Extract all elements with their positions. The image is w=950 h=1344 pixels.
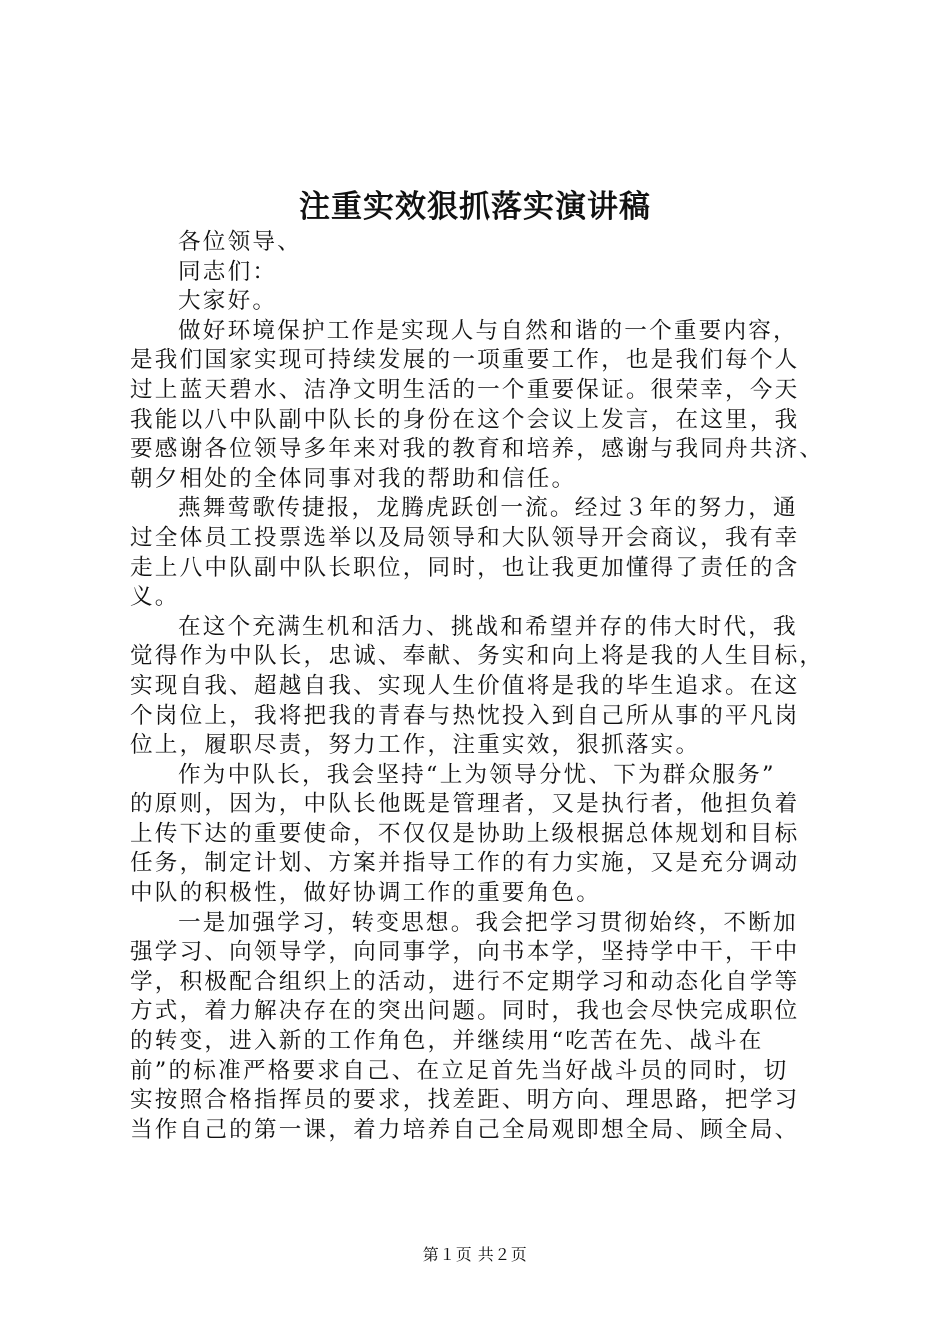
text-line: 上传下达的重要使命，不仅仅是协助上级根据总体规划和目标 [130, 820, 800, 847]
text-line: 同志们： [178, 258, 278, 285]
page-footer: 第１页 共２页 [422, 1245, 528, 1264]
document-title: 注重实效狠抓落实演讲稿 [299, 189, 651, 225]
text-line: 当作自己的第一课，着力培养自己全局观即想全局、顾全局、 [130, 1116, 800, 1143]
text-line: 走上八中队副中队长职位，同时，也让我更加懂得了责任的含 [130, 554, 800, 581]
text-line: 要感谢各位领导多年来对我的教育和培养，感谢与我同舟共济、 [130, 436, 825, 463]
text-line: 作为中队长，我会坚持“上为领导分忧、下为群众服务” [178, 761, 776, 788]
text-line: 一是加强学习，转变思想。我会把学习贯彻始终，不断加 [178, 909, 798, 936]
text-line: 的转变，进入新的工作角色，并继续用“吃苦在先、战斗在 [130, 1028, 764, 1055]
text-line: 的原则，因为，中队长他既是管理者，又是执行者，他担负着 [130, 791, 800, 818]
text-line: 方式，着力解决存在的突出问题。同时，我也会尽快完成职位 [130, 998, 800, 1025]
text-line: 实现自我、超越自我、实现人生价值将是我的毕生追求。在这 [130, 672, 800, 699]
text-line: 位上，履职尽责，努力工作，注重实效，狠抓落实。 [130, 732, 701, 759]
document-body [130, 228, 830, 1145]
text-line: 我能以八中队副中队长的身份在这个会议上发言，在这里，我 [130, 406, 800, 433]
text-line: 个岗位上，我将把我的青春与热忱投入到自己所从事的平凡岗 [130, 702, 800, 729]
text-line: 学，积极配合组织上的活动，进行不定期学习和动态化自学等 [130, 968, 800, 995]
text-line: 任务，制定计划、方案并指导工作的有力实施，又是充分调动 [130, 850, 800, 877]
text-line: 义。 [130, 584, 180, 611]
text-line: 中队的积极性，做好协调工作的重要角色。 [130, 880, 602, 907]
text-line: 燕舞莺歌传捷报，龙腾虎跃创一流。经过３年的努力，通 [178, 495, 798, 522]
text-line: 过上蓝天碧水、洁净文明生活的一个重要保证。很荣幸，今天 [130, 376, 800, 403]
text-line: 前”的标准严格要求自己、在立足首先当好战斗员的同时，切 [130, 1057, 789, 1084]
text-line: 在这个充满生机和活力、挑战和希望并存的伟大时代，我 [178, 613, 798, 640]
text-line: 过全体员工投票选举以及局领导和大队领导开会商议，我有幸 [130, 524, 800, 551]
text-line: 强学习、向领导学，向同事学，向书本学，坚持学中干，干中 [130, 939, 800, 966]
text-line: 各位领导、 [178, 229, 302, 255]
text-line: 做好环境保护工作是实现人与自然和谐的一个重要内容， [178, 317, 798, 344]
text-line: 是我们国家实现可持续发展的一项重要工作，也是我们每个人 [130, 347, 800, 374]
text-line: 觉得作为中队长，忠诚、奉献、务实和向上将是我的人生目标， [130, 643, 825, 670]
text-line: 实按照合格指挥员的要求，找差距、明方向、理思路，把学习 [130, 1087, 800, 1114]
text-line: 朝夕相处的全体同事对我的帮助和信任。 [130, 465, 577, 492]
text-line: 大家好。 [178, 288, 278, 315]
